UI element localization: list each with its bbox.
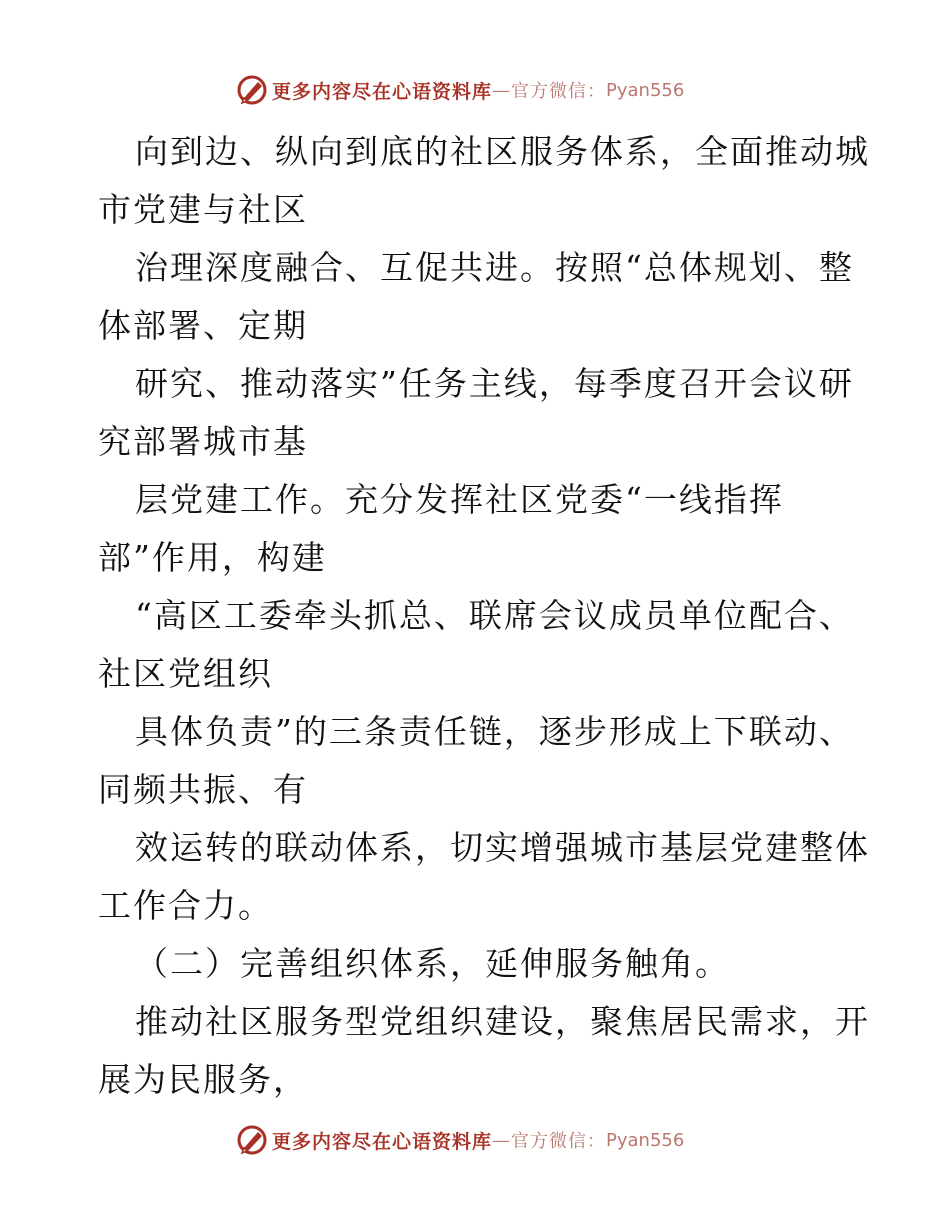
watermark-wechat-id: Pyan556 [606, 1129, 685, 1151]
text-line: 效运转的联动体系，切实增强城市基层党建整体 [135, 828, 870, 867]
text-line: 同频共振、有 [98, 770, 308, 809]
watermark-wechat-label: 官方微信： [511, 1131, 607, 1152]
document-body [98, 123, 870, 1109]
text-line: “高区工委牵头抓总、联席会议成员单位配合、 [135, 596, 854, 635]
text-line: 市党建与社区 [98, 190, 308, 229]
pen-logo-icon [236, 74, 268, 106]
section-heading: （二）完善组织体系，延伸服务触角。 [135, 944, 730, 983]
text-line: 向到边、纵向到底的社区服务体系，全面推动城 [135, 132, 870, 171]
watermark-wechat-label: 官方微信： [511, 81, 607, 102]
text-line: 治理深度融合、互促共进。按照“总体规划、整 [135, 248, 854, 287]
text-line: 具体负责”的三条责任链，逐步形成上下联动、 [135, 712, 854, 751]
watermark-dash: — [492, 1129, 512, 1151]
watermark-main-text: 更多内容尽在心语资料库 [272, 1130, 493, 1153]
text-line: 部”作用，构建 [98, 538, 327, 577]
text-line: 体部署、定期 [98, 306, 308, 345]
text-line: 研究、推动落实”任务主线，每季度召开会议研 [135, 364, 854, 403]
pen-logo-icon [236, 1124, 268, 1156]
text-line: 推动社区服务型党组织建设，聚焦居民需求，开 [135, 1002, 870, 1041]
text-line: 工作合力。 [98, 886, 273, 925]
text-line: 层党建工作。充分发挥社区党委“一线指挥 [135, 480, 784, 519]
text-line: 社区党组织 [98, 654, 273, 693]
watermark-footer [236, 1123, 684, 1157]
watermark-main-text: 更多内容尽在心语资料库 [272, 80, 493, 103]
watermark-header [236, 73, 684, 107]
watermark-wechat-id: Pyan556 [606, 79, 685, 101]
watermark-dash: — [492, 79, 512, 101]
text-line: 究部署城市基 [98, 422, 308, 461]
text-line: 展为民服务， [98, 1060, 308, 1099]
